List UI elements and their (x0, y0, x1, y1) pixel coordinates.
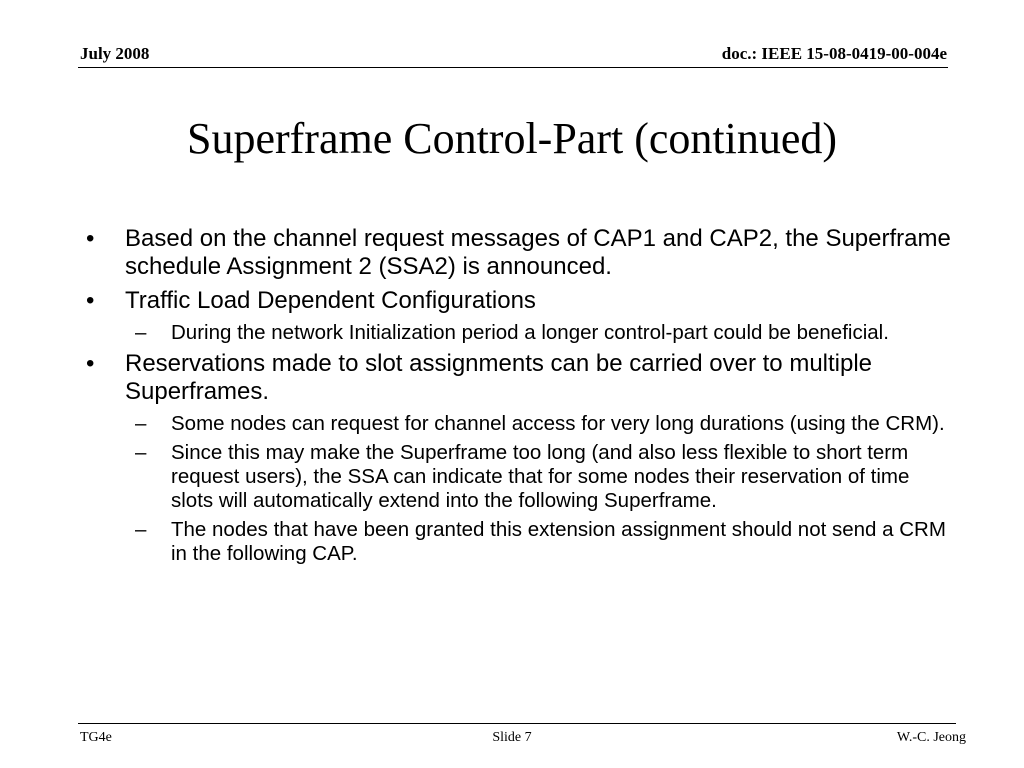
header-divider (78, 67, 948, 68)
sub-bullet-marker: – (135, 441, 147, 464)
slide-title: Superframe Control-Part (continued) (186, 114, 838, 163)
header-doc-id: doc.: IEEE 15-08-0419-00-004e (721, 44, 947, 63)
bullet-item (86, 287, 956, 315)
sub-bullet-item (86, 412, 956, 436)
sub-bullet-text: The nodes that have been granted this extension assignment should not send a CRM in the following CAP. (171, 518, 946, 565)
sub-bullet-text: Some nodes can request for channel access for very long durations (using the CRM). (171, 412, 945, 435)
bullet-item (86, 350, 956, 406)
footer-group: TG4e (80, 730, 112, 745)
bullet-text: Reservations made to slot assignments can be carried over to multiple Superframes. (125, 350, 873, 405)
bullet-text: Traffic Load Dependent Configurations (125, 287, 536, 314)
sub-bullet-text: During the network Initialization period a longer control-part could be beneficial. (171, 321, 889, 344)
sub-bullet-marker: – (135, 412, 147, 435)
sub-bullet-item (86, 321, 956, 345)
footer-author: W.-C. Jeong (896, 730, 966, 745)
sub-bullet-marker: – (135, 518, 147, 541)
header-date: July 2008 (80, 44, 150, 63)
bullet-marker: • (86, 225, 95, 252)
sub-bullet-item (86, 518, 956, 566)
footer-divider (78, 723, 956, 724)
bullet-marker: • (86, 287, 95, 314)
sub-bullet-marker: – (135, 321, 147, 344)
footer-slide-number: Slide 7 (492, 730, 532, 745)
slide-body (86, 225, 956, 571)
bullet-item (86, 225, 956, 281)
sub-bullet-text: Since this may make the Superframe too long (and also less flexible to short term request users), the SSA can indicate that for some nodes their reservation of time slots will automatically extend into the following Superframe. (171, 441, 910, 512)
sub-bullet-item (86, 441, 956, 513)
bullet-marker: • (86, 350, 95, 377)
bullet-text: Based on the channel request messages of CAP1 and CAP2, the Superframe schedule Assignment 2 (SSA2) is announced. (125, 225, 951, 280)
